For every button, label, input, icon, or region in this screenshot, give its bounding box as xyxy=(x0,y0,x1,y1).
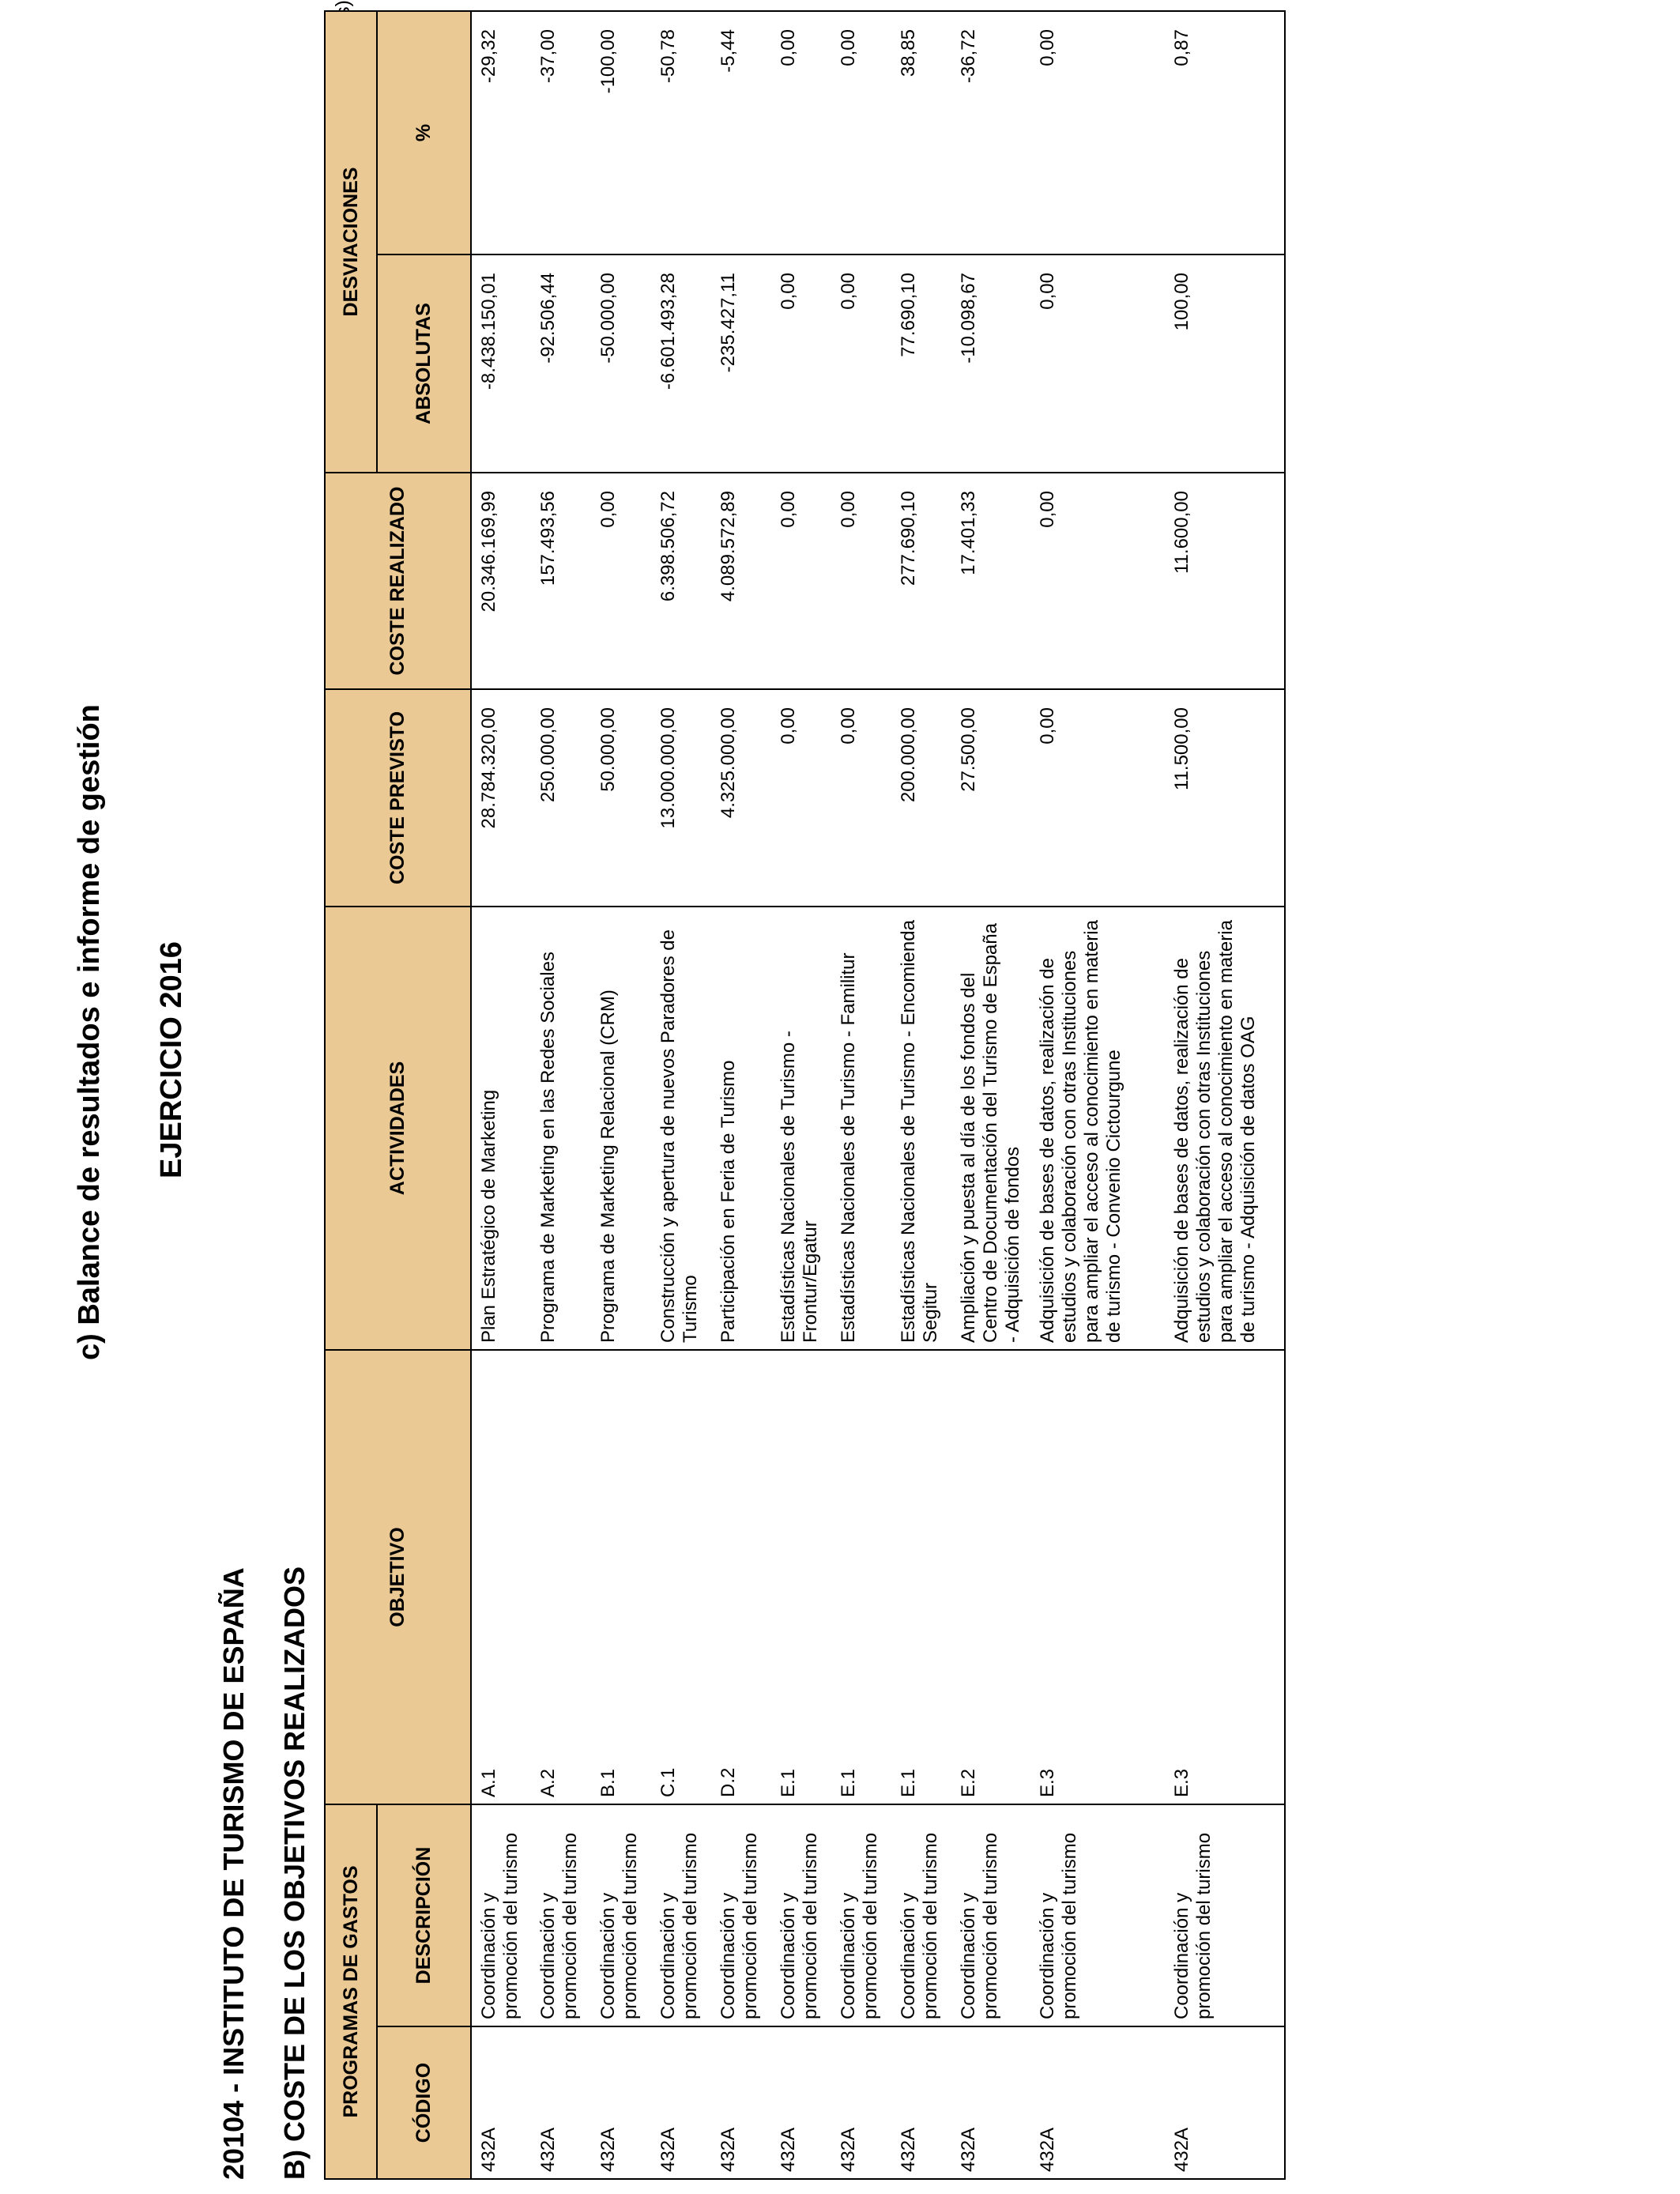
entity-title: 20104 - INSTITUTO DE TURISMO DE ESPAÑA xyxy=(217,1567,250,2180)
column-header-objetivo: OBJETIVO xyxy=(325,1350,471,1804)
codigo-cell: 432A xyxy=(471,2026,531,2179)
cost-objectives-table xyxy=(324,10,1286,2180)
descripcion-cell: Coordinación y promoción del turismo xyxy=(531,1804,591,2026)
table-row xyxy=(951,11,1030,2179)
objetivo-cell: A.2 xyxy=(531,1350,591,1804)
desviacion-porcentaje-cell: -29,32 xyxy=(471,11,531,254)
coste-previsto-cell: 27.500,00 xyxy=(951,689,1030,907)
coste-previsto-cell: 4.325.000,00 xyxy=(711,689,771,907)
column-header-codigo: CÓDIGO xyxy=(377,2026,471,2179)
coste-realizado-cell: 0,00 xyxy=(831,473,891,689)
coste-previsto-cell: 11.500,00 xyxy=(1165,689,1285,907)
objetivo-cell: E.1 xyxy=(771,1350,831,1804)
descripcion-cell: Coordinación y promoción del turismo xyxy=(951,1804,1030,2026)
objetivo-cell: A.1 xyxy=(471,1350,531,1804)
objetivo-cell: E.3 xyxy=(1165,1350,1285,1804)
actividad-cell: Programa de Marketing en las Redes Sociales xyxy=(531,907,591,1350)
table-row xyxy=(831,11,891,2179)
column-header-coste-previsto: COSTE PREVISTO xyxy=(325,689,471,907)
coste-realizado-cell: 17.401,33 xyxy=(951,473,1030,689)
actividad-cell: Estadísticas Nacionales de Turismo - Familitur xyxy=(831,907,891,1350)
coste-previsto-cell: 0,00 xyxy=(771,689,831,907)
actividad-cell: Adquisición de bases de datos, realización de estudios y colaboración con otras Instituciones para ampliar el acceso al conocimiento en materia de turismo - Adquisición de datos OAG xyxy=(1165,907,1285,1350)
descripcion-cell: Coordinación y promoción del turismo xyxy=(471,1804,531,2026)
desviacion-absoluta-cell: -235.427,11 xyxy=(711,254,771,473)
actividad-cell: Estadísticas Nacionales de Turismo - Encomienda Segitur xyxy=(891,907,951,1350)
descripcion-cell: Coordinación y promoción del turismo xyxy=(651,1804,711,2026)
desviacion-porcentaje-cell: 0,00 xyxy=(831,11,891,254)
coste-previsto-cell: 13.000.000,00 xyxy=(651,689,711,907)
desviacion-porcentaje-cell: -5,44 xyxy=(711,11,771,254)
table-row xyxy=(471,11,531,2179)
objetivo-cell: E.3 xyxy=(1030,1350,1165,1804)
coste-realizado-cell: 11.600,00 xyxy=(1165,473,1285,689)
coste-realizado-cell: 277.690,10 xyxy=(891,473,951,689)
codigo-cell: 432A xyxy=(591,2026,651,2179)
objetivo-cell: D.2 xyxy=(711,1350,771,1804)
coste-previsto-cell: 250.000,00 xyxy=(531,689,591,907)
codigo-cell: 432A xyxy=(1030,2026,1165,2179)
desviacion-porcentaje-cell: -50,78 xyxy=(651,11,711,254)
table-row xyxy=(651,11,711,2179)
objetivo-cell: E.1 xyxy=(891,1350,951,1804)
actividad-cell: Programa de Marketing Relacional (CRM) xyxy=(591,907,651,1350)
column-header-absolutas: ABSOLUTAS xyxy=(377,254,471,473)
column-header-actividades: ACTIVIDADES xyxy=(325,907,471,1350)
coste-realizado-cell: 4.089.572,89 xyxy=(711,473,771,689)
descripcion-cell: Coordinación y promoción del turismo xyxy=(771,1804,831,2026)
desviacion-porcentaje-cell: 0,00 xyxy=(771,11,831,254)
actividad-cell: Construcción y apertura de nuevos Paradores de Turismo xyxy=(651,907,711,1350)
table-row xyxy=(771,11,831,2179)
desviacion-porcentaje-cell: 0,87 xyxy=(1165,11,1285,254)
desviacion-absoluta-cell: -10.098,67 xyxy=(951,254,1030,473)
group-header-programas: PROGRAMAS DE GASTOS xyxy=(325,1804,377,2179)
column-header-coste-realizado: COSTE REALIZADO xyxy=(325,473,471,689)
table-row xyxy=(1165,11,1285,2179)
coste-realizado-cell: 6.398.506,72 xyxy=(651,473,711,689)
coste-realizado-cell: 20.346.169,99 xyxy=(471,473,531,689)
actividad-cell: Adquisición de bases de datos, realización de estudios y colaboración con otras Instituciones para ampliar el acceso al conocimiento en materia de turismo - Convenio Cictourgune xyxy=(1030,907,1165,1350)
coste-realizado-cell: 157.493,56 xyxy=(531,473,591,689)
desviacion-absoluta-cell: -50.000,00 xyxy=(591,254,651,473)
desviacion-absoluta-cell: -6.601.493,28 xyxy=(651,254,711,473)
descripcion-cell: Coordinación y promoción del turismo xyxy=(1165,1804,1285,2026)
actividad-cell: Participación en Feria de Turismo xyxy=(711,907,771,1350)
desviacion-absoluta-cell: 77.690,10 xyxy=(891,254,951,473)
desviacion-porcentaje-cell: -36,72 xyxy=(951,11,1030,254)
codigo-cell: 432A xyxy=(711,2026,771,2179)
report-subtitle: B) COSTE DE LOS OBJETIVOS REALIZADOS xyxy=(278,1566,311,2180)
table-row xyxy=(531,11,591,2179)
column-header-descripcion: DESCRIPCIÓN xyxy=(377,1804,471,2026)
objetivo-cell: C.1 xyxy=(651,1350,711,1804)
coste-previsto-cell: 200.000,00 xyxy=(891,689,951,907)
desviacion-absoluta-cell: -92.506,44 xyxy=(531,254,591,473)
group-header-desviaciones: DESVIACIONES xyxy=(325,11,377,473)
desviacion-absoluta-cell: -8.438.150,01 xyxy=(471,254,531,473)
actividad-cell: Estadísticas Nacionales de Turismo - Frontur/Egatur xyxy=(771,907,831,1350)
desviacion-porcentaje-cell: -37,00 xyxy=(531,11,591,254)
coste-realizado-cell: 0,00 xyxy=(1030,473,1165,689)
coste-realizado-cell: 0,00 xyxy=(591,473,651,689)
descripcion-cell: Coordinación y promoción del turismo xyxy=(831,1804,891,2026)
coste-previsto-cell: 0,00 xyxy=(1030,689,1165,907)
codigo-cell: 432A xyxy=(531,2026,591,2179)
objetivo-cell: B.1 xyxy=(591,1350,651,1804)
codigo-cell: 432A xyxy=(1165,2026,1285,2179)
coste-previsto-cell: 50.000,00 xyxy=(591,689,651,907)
coste-realizado-cell: 0,00 xyxy=(771,473,831,689)
table-row xyxy=(891,11,951,2179)
objetivo-cell: E.1 xyxy=(831,1350,891,1804)
desviacion-porcentaje-cell: -100,00 xyxy=(591,11,651,254)
table-row xyxy=(711,11,771,2179)
table-row xyxy=(591,11,651,2179)
codigo-cell: 432A xyxy=(891,2026,951,2179)
actividad-cell: Ampliación y puesta al día de los fondos del Centro de Documentación del Turismo de España - Adquisición de fondos xyxy=(951,907,1030,1350)
codigo-cell: 432A xyxy=(771,2026,831,2179)
table-body xyxy=(471,11,1285,2179)
codigo-cell: 432A xyxy=(951,2026,1030,2179)
descripcion-cell: Coordinación y promoción del turismo xyxy=(891,1804,951,2026)
desviacion-porcentaje-cell: 38,85 xyxy=(891,11,951,254)
descripcion-cell: Coordinación y promoción del turismo xyxy=(591,1804,651,2026)
column-header-porcentaje: % xyxy=(377,11,471,254)
descripcion-cell: Coordinación y promoción del turismo xyxy=(1030,1804,1165,2026)
section-heading: c) Balance de resultados e informe de gestión xyxy=(73,704,106,1360)
desviacion-absoluta-cell: 0,00 xyxy=(1030,254,1165,473)
coste-previsto-cell: 28.784.320,00 xyxy=(471,689,531,907)
table-row xyxy=(1030,11,1165,2179)
codigo-cell: 432A xyxy=(651,2026,711,2179)
actividad-cell: Plan Estratégico de Marketing xyxy=(471,907,531,1350)
desviacion-absoluta-cell: 0,00 xyxy=(771,254,831,473)
desviacion-absoluta-cell: 0,00 xyxy=(831,254,891,473)
descripcion-cell: Coordinación y promoción del turismo xyxy=(711,1804,771,2026)
codigo-cell: 432A xyxy=(831,2026,891,2179)
desviacion-absoluta-cell: 100,00 xyxy=(1165,254,1285,473)
desviacion-porcentaje-cell: 0,00 xyxy=(1030,11,1165,254)
objetivo-cell: E.2 xyxy=(951,1350,1030,1804)
coste-previsto-cell: 0,00 xyxy=(831,689,891,907)
fiscal-year-heading: EJERCICIO 2016 xyxy=(155,941,188,1178)
